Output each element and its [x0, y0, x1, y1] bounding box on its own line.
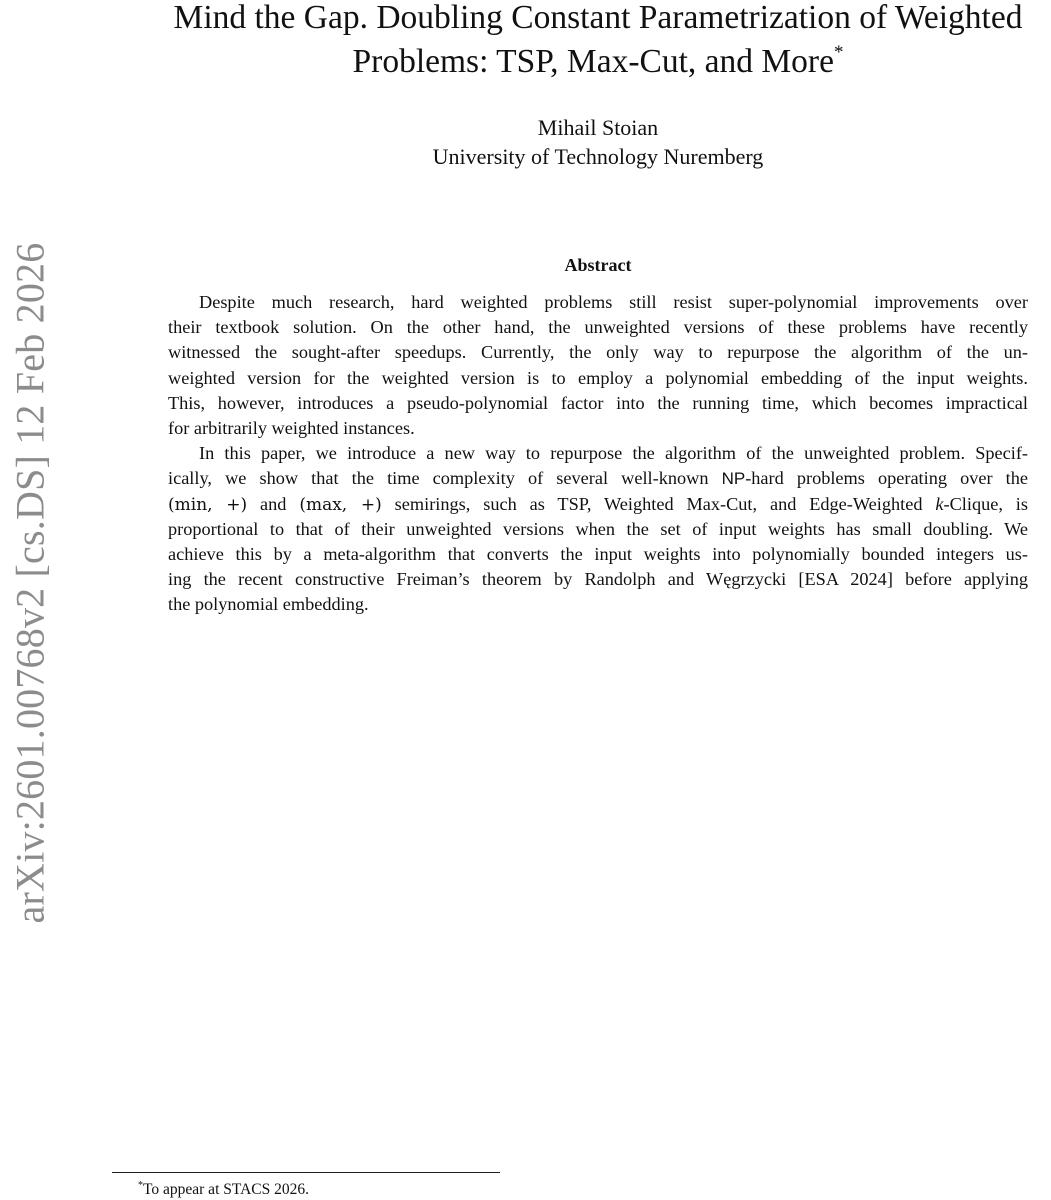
abstract-line [168, 492, 1028, 517]
author-name: Mihail Stoian [537, 115, 659, 140]
abstract-line: ing the recent constructive Freiman’s theorem by Randolph and Węgrzycki [ESA 2024] before applying [168, 569, 1028, 590]
text-run: ically, we show that the time complexity of several well-known [168, 468, 722, 489]
footnote-mark: * [138, 1180, 143, 1191]
text-run: -hard problems operating over the [745, 468, 1028, 489]
max-plus-semiring: (max, +) [299, 494, 382, 515]
text-run: -Clique, is [943, 493, 1028, 514]
abstract-line: achieve this by a meta-algorithm that converts the input weights into polynomially bounded integers us- [168, 543, 1028, 564]
footnote-rule [112, 1172, 500, 1173]
abstract-line: In this paper, we introduce a new way to repurpose the algorithm of the unweighted problem. Specif- [199, 443, 1028, 464]
min-plus-semiring: (min, +) [168, 494, 248, 515]
text-run: and [247, 493, 300, 514]
abstract-heading: Abstract [564, 255, 632, 275]
footnote [138, 1180, 309, 1200]
arxiv-stamp [0, 0, 60, 1200]
abstract-line: witnessed the sought-after speedups. Currently, the only way to repurpose the algorithm of the un- [168, 342, 1028, 363]
arxiv-identifier: arXiv:2601.00768v2 [cs.DS] 12 Feb 2026 [7, 242, 53, 924]
np-class: NP [721, 469, 746, 489]
abstract-line: weighted version for the weighted version is to employ a polynomial embedding of the input weights. [168, 367, 1028, 388]
math-k: k [935, 493, 944, 514]
abstract-line: the polynomial embedding. [168, 594, 369, 615]
paper-title [140, 0, 1051, 84]
abstract-line: proportional to that of their unweighted versions when the set of input weights has small doubling. We [168, 518, 1028, 539]
abstract-line: Despite much research, hard weighted problems still resist super-polynomial improvements over [199, 292, 1028, 312]
abstract-line: for arbitrarily weighted instances. [168, 417, 415, 438]
abstract-paragraph-2 [168, 441, 1028, 617]
title-line-2 [140, 40, 1051, 84]
author-block [140, 113, 1051, 171]
abstract-body [168, 290, 1028, 617]
footnote-text: To appear at STACS 2026. [143, 1181, 309, 1198]
title-line-2-text: Problems: TSP, Max-Cut, and More [352, 43, 834, 80]
abstract-line [168, 466, 1028, 491]
abstract-line: This, however, introduces a pseudo-polynomial factor into the running time, which becomes impractical [168, 392, 1028, 413]
abstract-paragraph-1 [168, 290, 1028, 441]
abstract-line: their textbook solution. On the other hand, the unweighted versions of these problems have recently [168, 317, 1028, 338]
title-footnote-mark: * [833, 42, 844, 63]
author-affiliation: University of Technology Nuremberg [432, 144, 764, 169]
title-line-1: Mind the Gap. Doubling Constant Parametrization of Weighted [173, 0, 1023, 36]
text-run: semirings, such as TSP, Weighted Max-Cut, and Edge-Weighted [381, 493, 936, 514]
